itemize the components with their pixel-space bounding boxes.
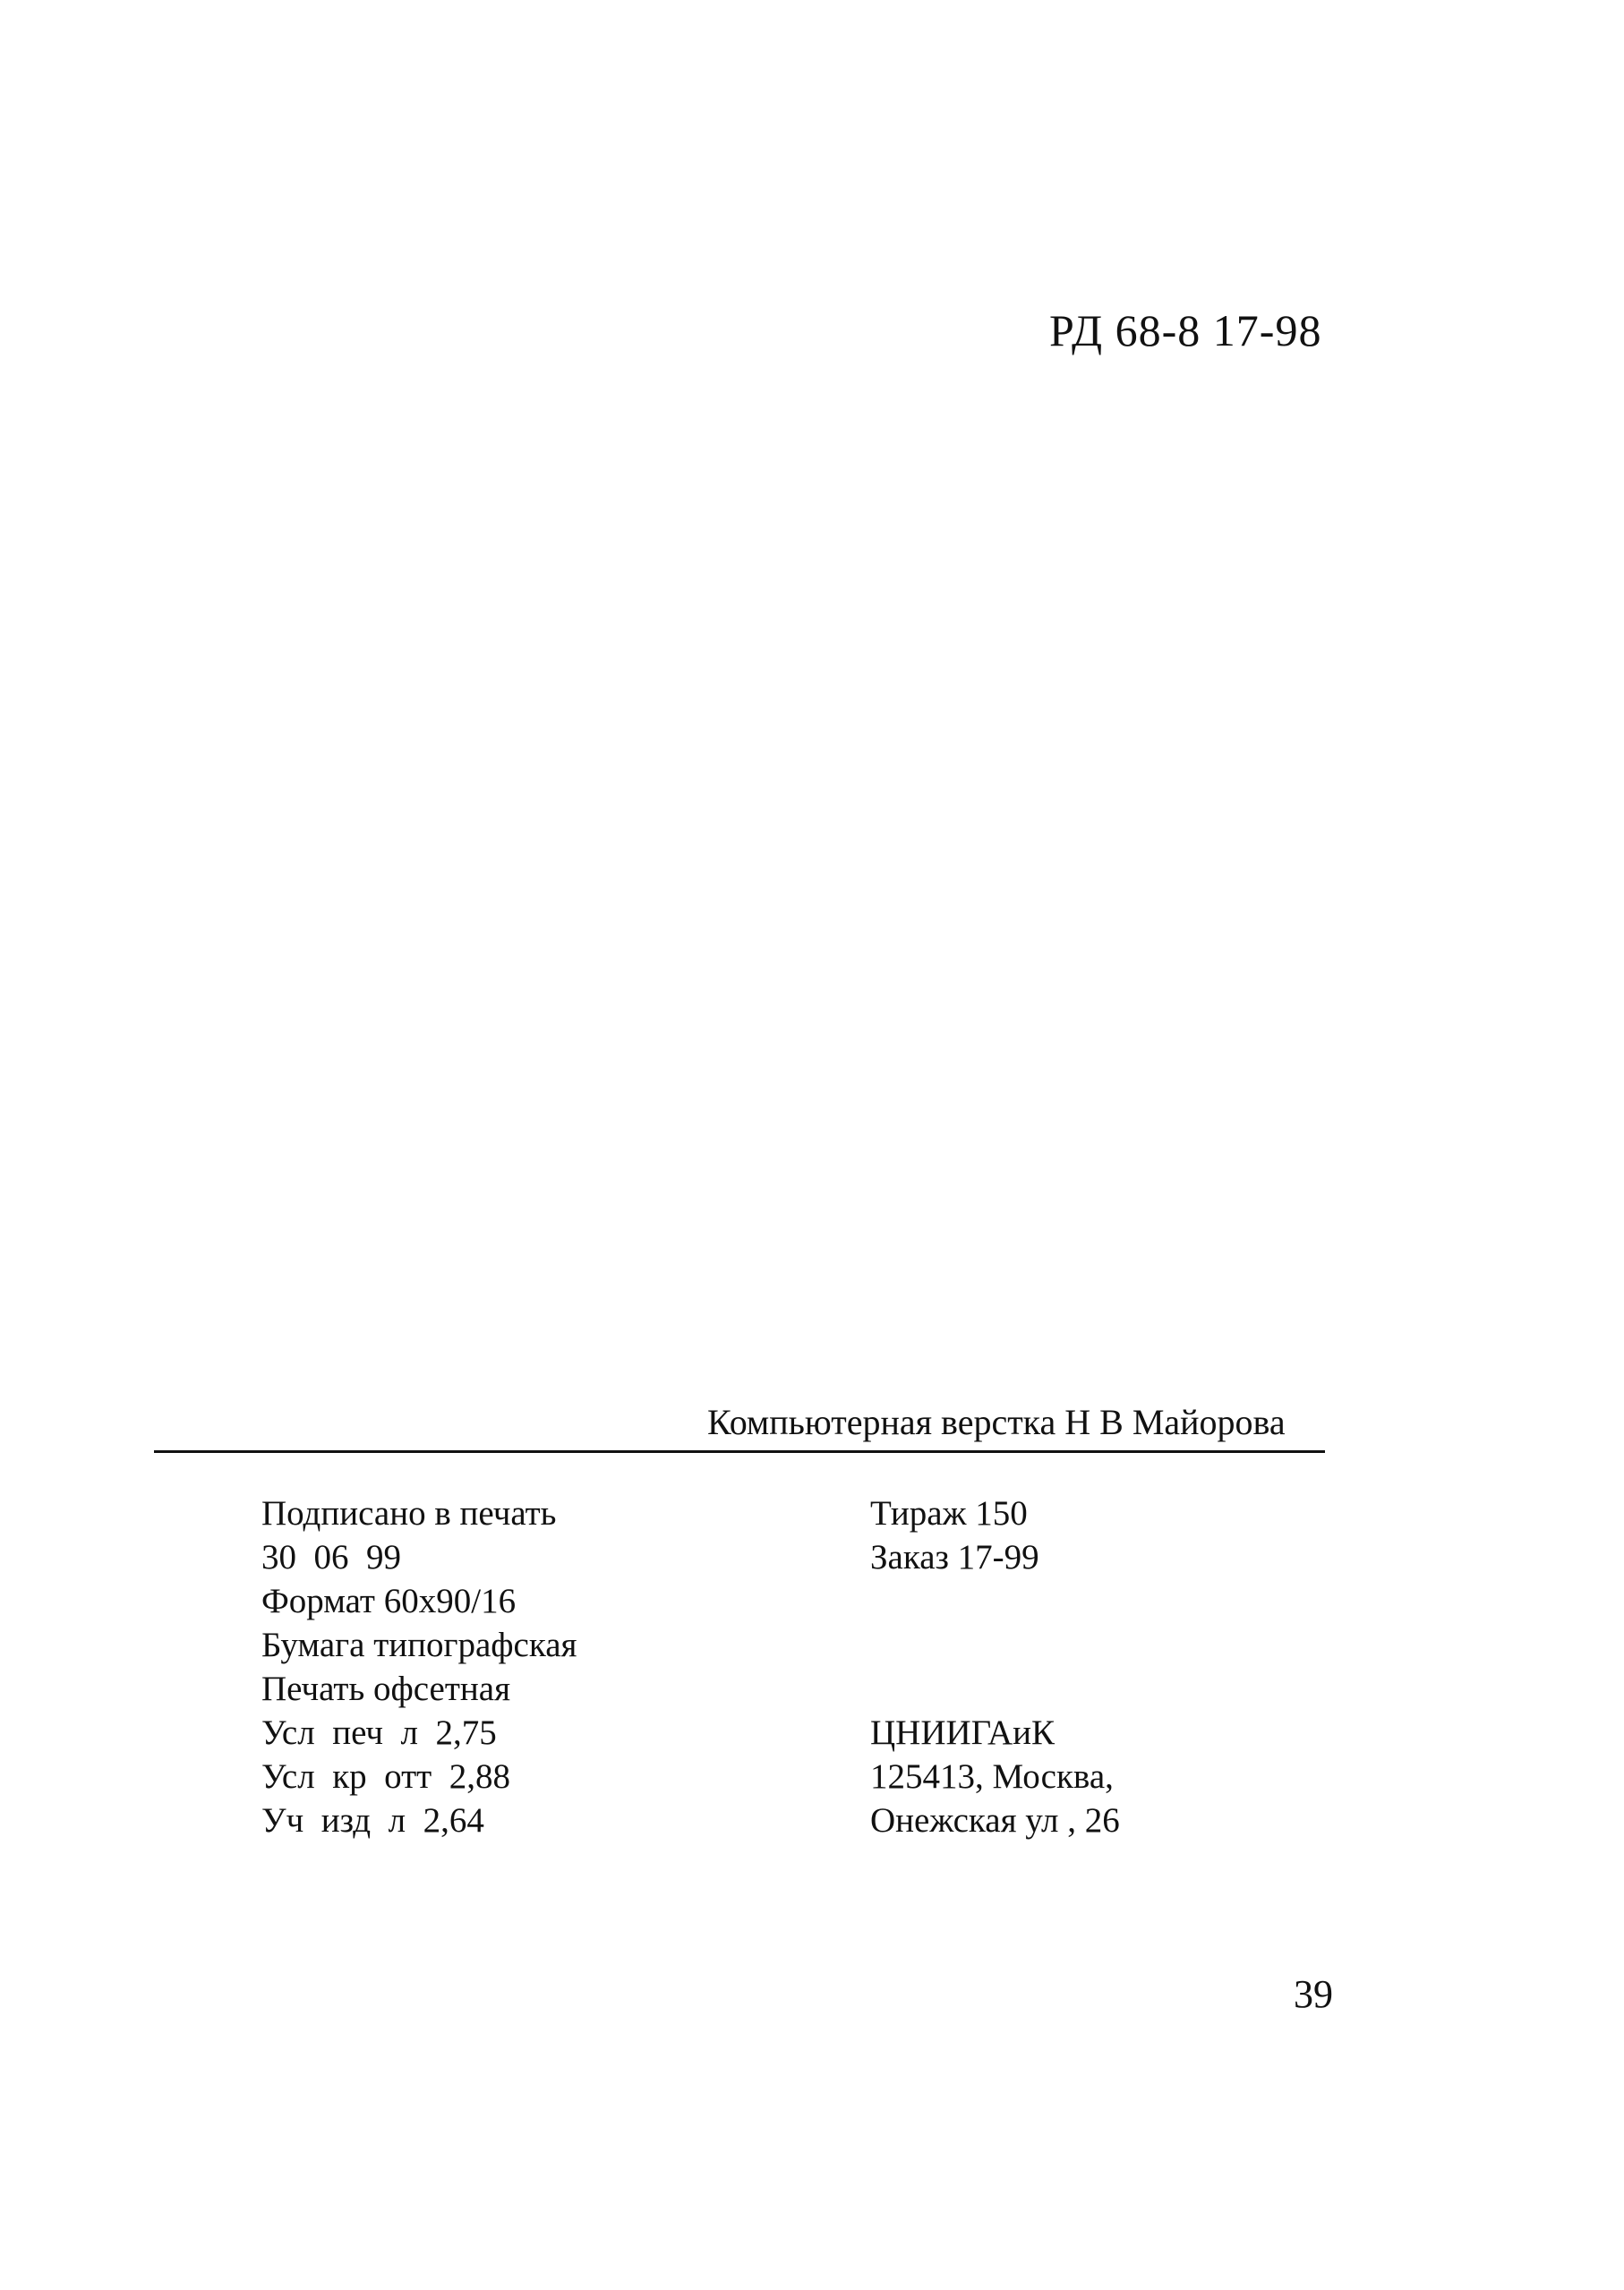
publisher-address-line2: Онежская ул , 26 [870, 1801, 1120, 1840]
signed-date: 30 06 99 [261, 1538, 401, 1577]
print-type: Печать офсетная [261, 1670, 511, 1708]
page-number: 39 [1294, 1972, 1333, 2016]
spacer [870, 1579, 1120, 1711]
conventional-print-sheets: Усл печ л 2,75 [261, 1713, 497, 1752]
order-number: Заказ 17-99 [870, 1538, 1039, 1577]
format: Формат 60х90/16 [261, 1582, 517, 1620]
layout-credit: Компьютерная верстка Н В Майорова [707, 1402, 1286, 1442]
conventional-color-prints: Усл кр отт 2,88 [261, 1757, 510, 1796]
publisher-name: ЦНИИГАиК [870, 1713, 1056, 1752]
publisher-sheets: Уч изд л 2,64 [261, 1801, 484, 1840]
print-run-and-publisher [870, 1491, 1120, 1842]
signed-to-print-label: Подписано в печать [261, 1494, 557, 1533]
publisher-address-line1: 125413, Москва, [870, 1757, 1114, 1796]
horizontal-rule [154, 1450, 1325, 1453]
document-code: РД 68-8 17-98 [1049, 305, 1322, 355]
paper-type: Бумага типографская [261, 1626, 577, 1664]
print-run: Тираж 150 [870, 1494, 1028, 1533]
imprint-details [261, 1491, 577, 1842]
